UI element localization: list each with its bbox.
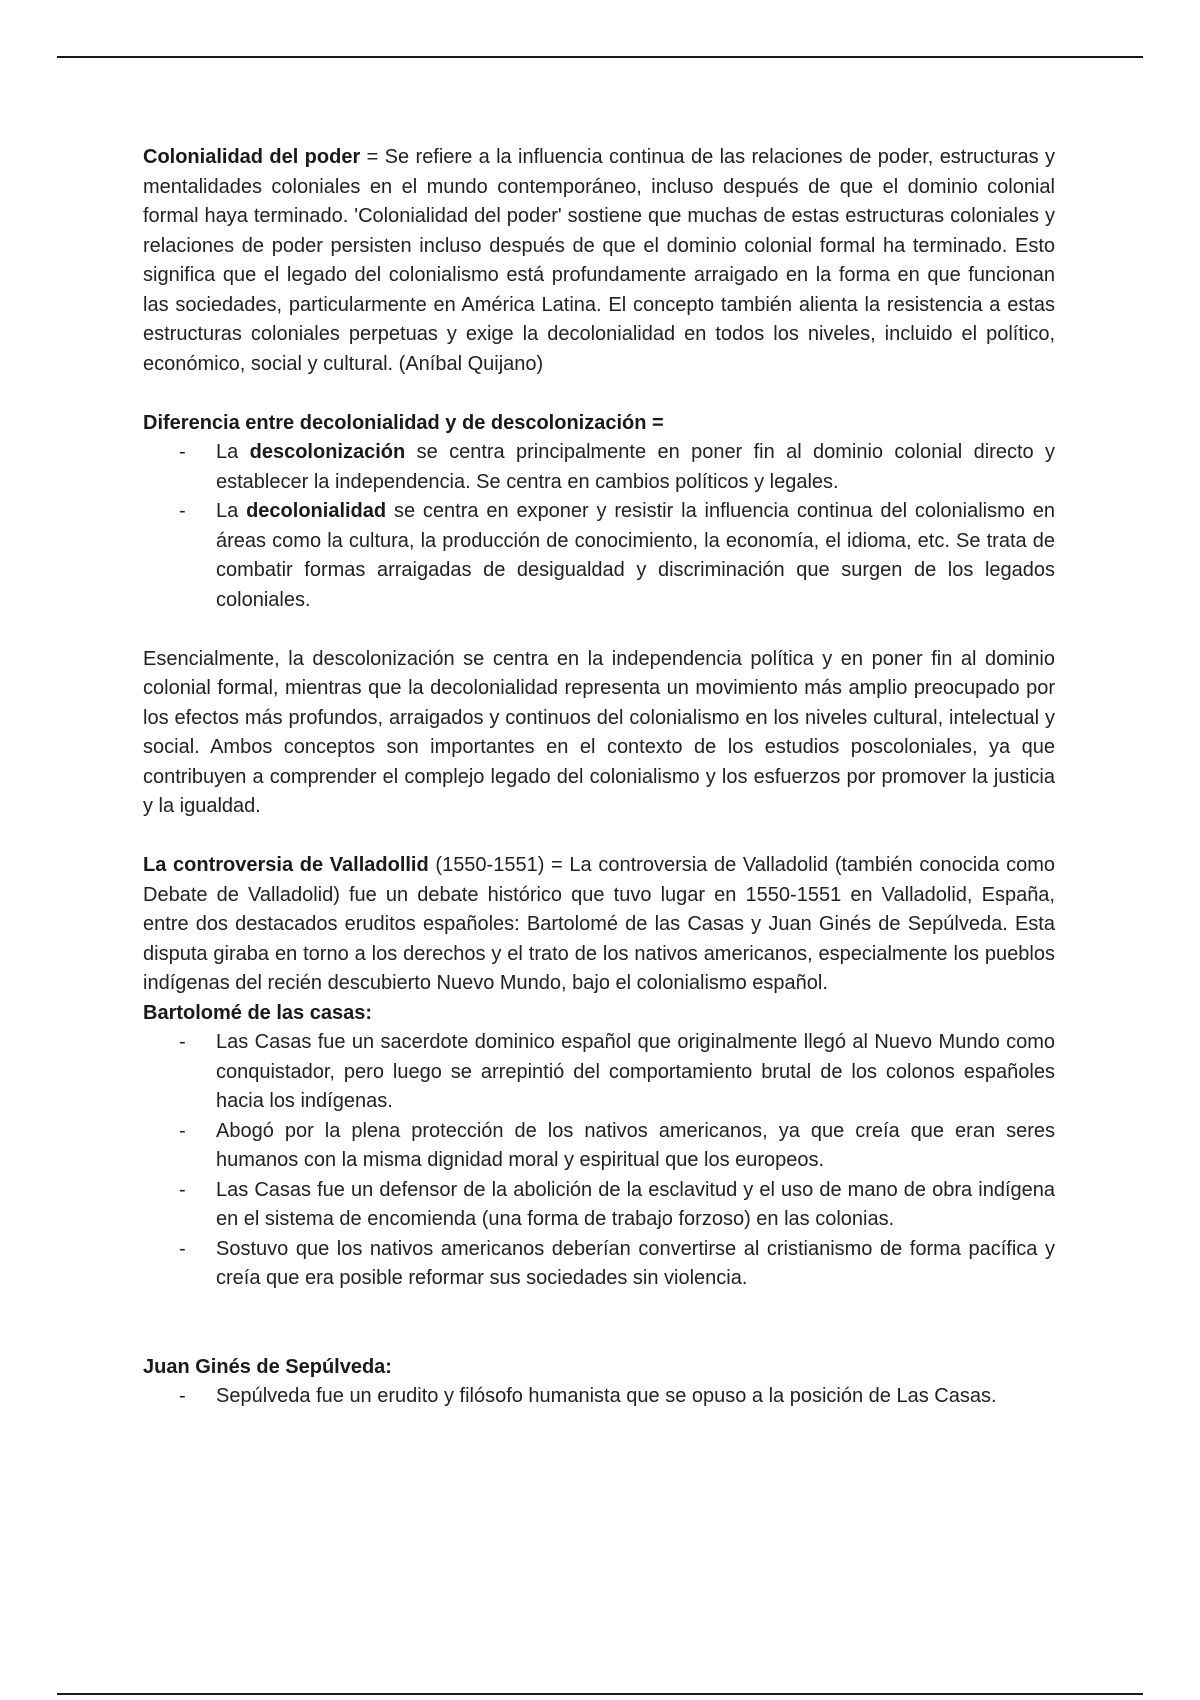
list-item [143,497,1055,615]
list-item-prefix: La [216,500,247,522]
document-body [143,143,1055,1412]
dash-bullet: - [179,1178,186,1201]
dash-bullet: - [179,1385,186,1407]
spacer [143,822,1055,852]
dash-bullet: - [179,500,186,522]
spacer [143,1294,1055,1353]
list-item [143,438,1055,497]
list-item [143,1235,1055,1294]
heading-diferencia [143,409,1055,439]
header-rule [57,56,1143,58]
list-diferencia [143,438,1055,615]
heading-bartolome-text: Bartolomé de las casas: [143,1001,372,1024]
term-controversia-valladolid: La controversia de Valladollid [143,854,429,876]
paragraph-esencialmente: Esencialmente, la descolonización se centra en la independencia política y en poner fin al dominio colonial formal, mientras que la decolonialidad representa un movimiento más amplio preocupado por los efectos más profundos, arraigados y continuos del colonialismo en los niveles cultural, intelectual y social. Ambos conceptos son importantes en el contexto de los estudios poscoloniales, ya que contribuyen a comprender el complejo legado del colonialismo y los esfuerzos por promover la justicia y la igualdad. [143,647,1055,817]
list-item-text: Sepúlveda fue un erudito y filósofo humanista que se opuso a la posición de Las Casas. [216,1385,997,1407]
spacer [143,615,1055,645]
list-item-text: Abogó por la plena protección de los nativos americanos, ya que creía que eran seres humanos con la misma dignidad moral y espiritual que los europeos. [216,1119,1055,1171]
dash-bullet: - [179,1237,186,1260]
heading-sepulveda-text: Juan Ginés de Sepúlveda: [143,1355,392,1378]
dash-bullet: - [179,441,186,463]
list-item-text: Las Casas fue un sacerdote dominico español que originalmente llegó al Nuevo Mundo como conquistador, pero luego se arrepintió del comportamiento brutal de los colonos españoles hacia los indígenas. [216,1031,1055,1112]
dash-bullet: - [179,1119,186,1142]
term-descolonizacion: descolonización [249,441,406,463]
list-item-text: Las Casas fue un defensor de la abolición de la esclavitud y el uso de mano de obra indígena en el sistema de encomienda (una forma de trabajo forzoso) en las colonias. [216,1178,1055,1230]
term-decolonialidad: decolonialidad [246,500,387,522]
paragraph-colonialidad-del-poder [143,143,1055,379]
spacer [143,379,1055,409]
list-item [143,1382,1055,1412]
list-item [143,1176,1055,1235]
definition-controversia-valladolid: (1550-1551) = La controversia de Valladolid (también conocida como Debate de Valladolid) fue un debate histórico que tuvo lugar en 1550-1551 en Valladolid, España, entre dos destacados eruditos españoles: Bartolomé de las Casas y Juan Ginés de Sepúlveda. Esta disputa giraba en torno a los derechos y el trato de los nativos americanos, especialmente los pueblos indígenas del recién descubierto Nuevo Mundo, bajo el colonialismo español. [143,854,1055,994]
list-item-text: Sostuvo que los nativos americanos deberían convertirse al cristianismo de forma pacífica y creía que era posible reformar sus sociedades sin violencia. [216,1237,1055,1289]
list-item-text: se centra en exponer y resistir la influencia continua del colonialismo en áreas como la cultura, la producción de conocimiento, la economía, el idioma, etc. Se trata de combatir formas arraigadas de desigualdad y discriminación que surgen de los legados coloniales. [216,500,1055,611]
list-sepulveda [143,1382,1055,1412]
footer-rule [57,1693,1143,1695]
list-item [143,1117,1055,1176]
heading-sepulveda [143,1353,1055,1383]
definition-colonialidad-del-poder: = Se refiere a la influencia continua de las relaciones de poder, estructuras y mentalidades coloniales en el mundo contemporáneo, incluso después de que el dominio colonial formal haya terminado. 'Colonialidad del poder' sostiene que muchas de estas estructuras coloniales y relaciones de poder persisten incluso después de que el dominio colonial formal ha terminado. Esto significa que el legado del colonialismo está profundamente arraigado en la forma en que funcionan las sociedades, particularmente en América Latina. El concepto también alienta la resistencia a estas estructuras coloniales perpetuas y exige la decolonialidad en todos los niveles, incluido el político, económico, social y cultural. (Aníbal Quijano) [143,146,1055,375]
list-item-prefix: La [216,441,250,463]
term-colonialidad-del-poder: Colonialidad del poder [143,146,361,168]
list-bartolome [143,1028,1055,1294]
heading-diferencia-text: Diferencia entre decolonialidad y de descolonización = [143,411,664,434]
list-item [143,1028,1055,1117]
paragraph-controversia-valladolid [143,851,1055,999]
heading-bartolome [143,999,1055,1029]
dash-bullet: - [179,1031,186,1053]
list-item-text: se centra principalmente en poner fin al dominio colonial directo y establecer la independencia. Se centra en cambios políticos y legales. [216,441,1055,493]
